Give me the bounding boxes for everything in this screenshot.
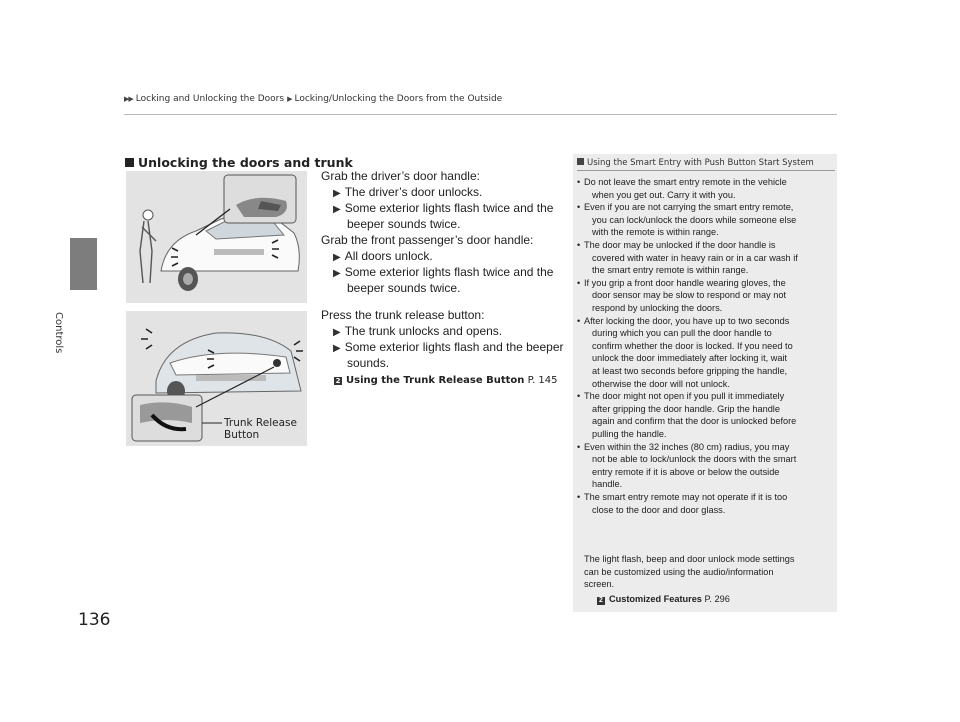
note-bullet: • The door might not open if you pull it immediately xyxy=(577,391,785,402)
double-arrow-icon: ▶▶ xyxy=(124,95,133,103)
note-line: the smart entry remote is within range. xyxy=(592,265,749,276)
note-line: pulling the handle. xyxy=(592,429,667,439)
reference-link-trunk[interactable]: 2 Using the Trunk Release Button P. 145 xyxy=(335,375,558,386)
note-line: respond by unlocking the doors. xyxy=(592,303,723,313)
note-bullet: • Do not leave the smart entry remote in the vehicle xyxy=(577,177,787,187)
result-arrow-icon: ▶ xyxy=(333,327,341,338)
caption-line-2: Button xyxy=(224,429,260,441)
step-result: ▶ Some exterior lights flash twice and the xyxy=(333,201,554,215)
note-line: otherwise the door will not unlock. xyxy=(592,378,730,389)
note-bullet: • The door may be unlocked if the door handle is xyxy=(577,240,776,250)
note-line: you can lock/unlock the doors while someone else xyxy=(592,214,797,225)
note-paragraph: The light flash, beep and door unlock mode settings can be customized using the audio/information screen. xyxy=(584,554,795,590)
note-line: at least two seconds before gripping the handle, xyxy=(592,366,788,376)
reference-link-customized[interactable]: 2 Customized Features P. 296 xyxy=(597,594,730,605)
note-line: after gripping the door handle. Grip the handle xyxy=(592,403,780,414)
door-handle-illustration xyxy=(126,171,307,303)
result-arrow-icon: ▶ xyxy=(333,343,341,354)
note-bullet: • Even if you are not carrying the smart entry remote, xyxy=(577,202,794,213)
note-icon xyxy=(577,158,584,165)
caption-line-1: Trunk Release xyxy=(224,417,297,429)
note-line: unlock the door immediately after locking it, wait xyxy=(592,353,788,364)
note-line: entry remote if it is above or below the outside xyxy=(592,466,780,477)
breadcrumb xyxy=(124,94,502,104)
step-result: ▶ The trunk unlocks and opens. xyxy=(333,324,503,338)
result-arrow-icon: ▶ xyxy=(333,252,341,263)
header-rule xyxy=(124,114,837,115)
step-result: ▶ The driver’s door unlocks. xyxy=(333,185,483,199)
step-result-cont: beeper sounds twice. xyxy=(347,281,461,295)
note-line: with the remote is within range. xyxy=(592,227,719,238)
note-bullet: • Even within the 32 inches (80 cm) radius, you may xyxy=(577,441,790,452)
section-tab xyxy=(70,238,97,290)
trunk-release-caption xyxy=(224,417,297,441)
step-result: ▶ All doors unlock. xyxy=(333,249,433,263)
step-driver-handle: Grab the driver’s door handle: xyxy=(321,169,480,183)
step-result: ▶ Some exterior lights flash and the beeper xyxy=(333,340,564,354)
note-bullet: • After locking the door, you have up to two seconds xyxy=(577,315,790,326)
breadcrumb-level-2[interactable]: Locking/Unlocking the Doors from the Outside xyxy=(294,94,503,104)
note-panel-rule xyxy=(577,170,835,171)
note-line: when you get out. Carry it with you. xyxy=(592,189,736,200)
result-arrow-icon: ▶ xyxy=(333,204,341,215)
reference-icon: 2 xyxy=(335,377,341,385)
note-line: during which you can pull the door handle to xyxy=(592,328,772,339)
section-heading-text: Unlocking the doors and trunk xyxy=(138,155,353,170)
page-number: 136 xyxy=(78,610,111,630)
reference-icon: 2 xyxy=(597,597,605,605)
breadcrumb-level-1[interactable]: Locking and Unlocking the Doors xyxy=(135,94,285,104)
section-heading xyxy=(125,155,353,170)
step-passenger-handle: Grab the front passenger’s door handle: xyxy=(321,233,534,247)
note-line: again and confirm that the door is unlocked before xyxy=(592,416,797,427)
note-line: door sensor may be slow to respond or may not xyxy=(592,290,787,301)
note-panel-title: Using the Smart Entry with Push Button Start System xyxy=(577,158,814,168)
note-bullet: • If you grip a front door handle wearing gloves, the xyxy=(577,277,786,288)
note-line: confirm whether the door is locked. If you need to xyxy=(592,340,793,351)
note-bullet: • The smart entry remote may not operate if it is too xyxy=(577,492,788,502)
note-line: handle. xyxy=(592,479,623,490)
step-result: ▶ Some exterior lights flash twice and the xyxy=(333,265,554,279)
result-arrow-icon: ▶ xyxy=(333,268,341,279)
section-label: Controls xyxy=(53,312,64,354)
note-line: covered with water in heavy rain or in a car wash if xyxy=(592,252,798,263)
arrow-icon: ▶ xyxy=(287,95,293,103)
square-bullet-icon xyxy=(125,158,134,167)
note-line: not be able to lock/unlock the doors with the smart xyxy=(592,454,797,465)
step-trunk-release: Press the trunk release button: xyxy=(321,308,485,322)
note-line: close to the door and door glass. xyxy=(592,504,726,515)
step-result-cont: sounds. xyxy=(347,356,390,370)
result-arrow-icon: ▶ xyxy=(333,188,341,199)
step-result-cont: beeper sounds twice. xyxy=(347,217,461,231)
